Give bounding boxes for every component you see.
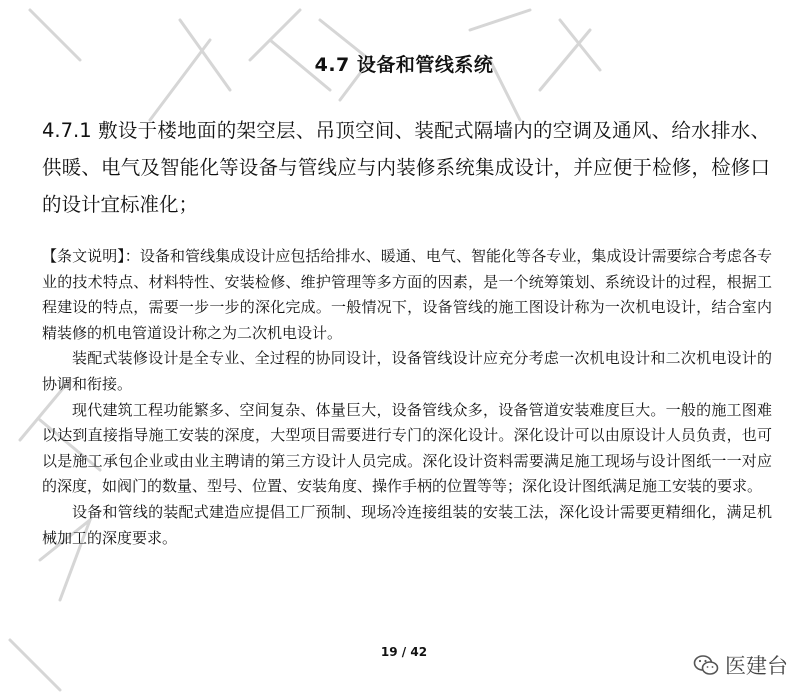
account-brand xyxy=(693,650,788,680)
explanation-paragraph: 现代建筑工程功能繁多、空间复杂、体量巨大，设备管线众多，设备管道安装难度巨大。一般的施工图难以达到直接指导施工安装的深度，大型项目需要进行专门的深化设计。深化设计可以由原设计人员负责，也可以是施工承包企业或由业主聘请的第三方设计人员完成。深化设计资料需要满足施工现场与设计图纸一一对应的深度，如阀门的数量、型号、位置、安装角度、操作手柄的位置等等；深化设计图纸满足施工安装的要求。 xyxy=(42,400,772,496)
section-title: 4.7 设备和管线系统 xyxy=(314,54,494,76)
explanation-paragraph: 【条文说明】：设备和管线集成设计应包括给排水、暖通、电气、智能化等各专业，集成设计需要综合考虑各专业的技术特点、材料特性、安装检修、维护管理等多方面的因素，是一个统筹策划、系统设计的过程，根据工程建设的特点，需要一步一步的深化完成。一般情况下，设备管线的施工图设计称为一次机电设计，结合室内精装修的机电管道设计称之为二次机电设计。 xyxy=(42,247,772,342)
page-number: 19 / 42 xyxy=(380,645,428,659)
explanation-paragraph: 装配式装修设计是全专业、全过程的协同设计，设备管线设计应充分考虑一次机电设计和二次机电设计的协调和衔接。 xyxy=(42,349,772,393)
clause-explanation xyxy=(42,244,772,551)
wechat-icon xyxy=(693,654,719,676)
explanation-paragraph: 设备和管线的装配式建造应提倡工厂预制、现场冷连接组装的安装工法，深化设计需要更精细化，满足机械加工的深度要求。 xyxy=(42,502,772,547)
clause-4-7-1: 4.7.1 敷设于楼地面的架空层、吊顶空间、装配式隔墙内的空调及通风、给水排水、供暖、电气及智能化等设备与管线应与内装修系统集成设计，并应便于检修，检修口的设计宜标准化； xyxy=(42,119,770,216)
account-name: 医建台 xyxy=(725,654,788,678)
